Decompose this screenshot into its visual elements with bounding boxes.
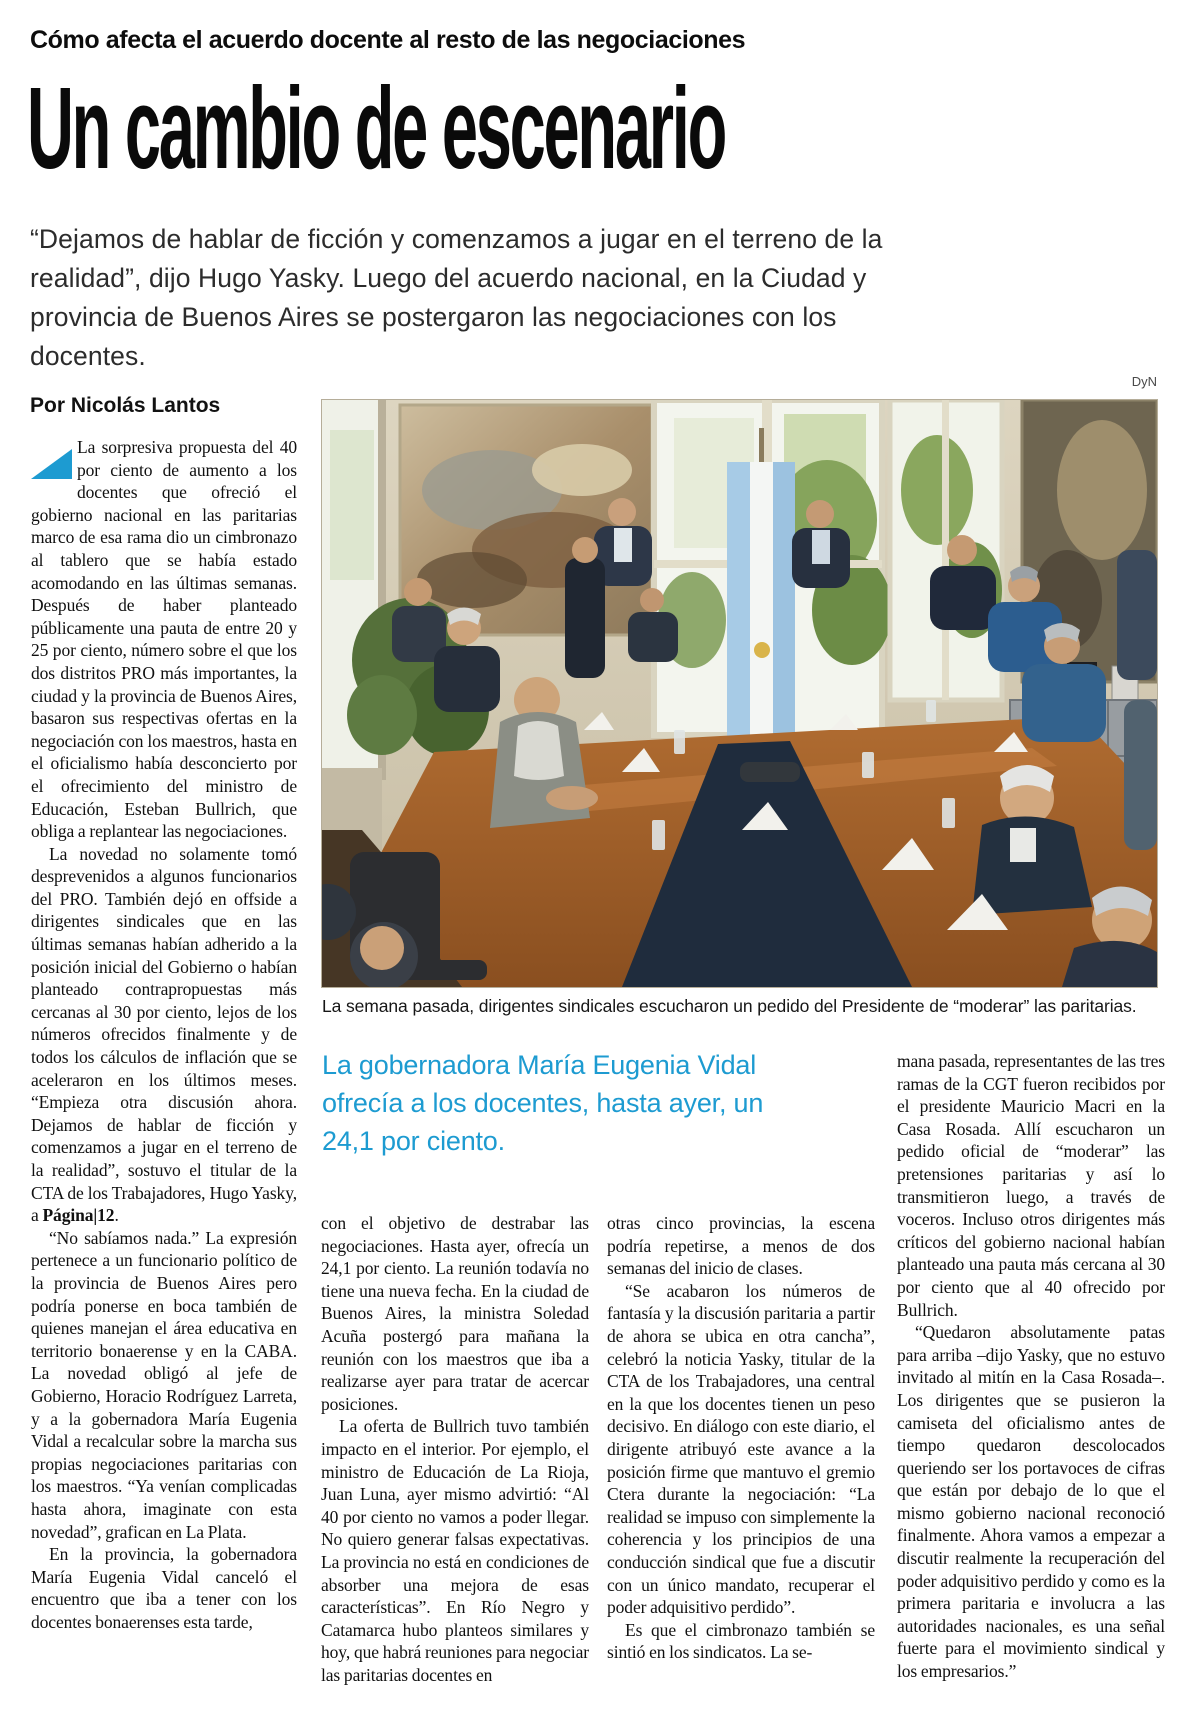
paragraph: otras cinco provincias, la escena podría repetirse, a menos de dos semanas del inicio de clases. [607,1213,875,1279]
paragraph-text: La sorpresiva propuesta del 40 por ciento de aumento a los docentes que ofreció el gobierno nacional en las paritarias marco de esa rama dio un cimbronazo al tablero que se había estado acomodando en las últimas semanas. Después de haber planteado públicamente una pauta de entre 20 y 25 por ciento, número sobre el que los dos distritos PRO más importantes, la ciudad y la provincia de Buenos Aires, basaron sus respectivas ofertas en la negociación con los maestros, hasta en el oficialismo había desconcierto por el ofrecimiento del ministro de Educación, Esteban Bullrich, que obliga a replantear las negociaciones. [31,437,297,842]
article-column-4 [897,1050,1165,1683]
byline: Por Nicolás Lantos [30,394,221,417]
meeting-photo [322,400,1157,987]
publication-name: Página|12 [42,1205,115,1226]
paragraph: mana pasada, representantes de las tres ramas de la CGT fueron recibidos por el presidente Mauricio Macri en la Casa Rosada. Allí escucharon un pedido oficial de “moderar” las pretensiones paritarias y así lo transmitieron luego, a través de voceros. Incluso otros dirigentes más críticos del gobierno nacional habían planteado una pauta más cercana al 30 por ciento que al 40 ofrecido por Bullrich. [897,1051,1165,1320]
photo-chair [1117,550,1157,680]
deck-subheadline: “Dejamos de hablar de ficción y comenzamos a jugar en el terreno de la realidad”, dijo Hugo Yasky. Luego del acuerdo nacional, en la Ciudad y provincia de Buenos Aires se postergaron las negociaciones con los docentes. [30,224,883,371]
paragraph: “Quedaron absolutamente patas para arriba –dijo Yasky, que no estuvo invitado al mitín en la Casa Rosada–. Los dirigentes que se pusieron la camiseta del oficialismo antes de tiempo quedaron descolocados queriendo ser los portavoces de cifras que están por debajo de lo que el mismo gobierno nacional reconoció finalmente. Ahora vamos a empezar a discutir realmente la recuperación del poder adquisitivo perdido y como es la primera paritaria e involucra a las autoridades nacionales, es una señal fuerte para el movimiento sindical y los empresarios.” [897,1322,1165,1682]
photo-window-right [890,400,1002,700]
paragraph: La oferta de Bullrich tuvo también impacto en el interior. Por ejemplo, el ministro de Educación de La Rioja, Juan Luna, ayer mismo advirtió: “Al 40 por ciento no vamos a poder llegar. No quiero generar falsas expectativas. La provincia no está en condiciones de absorber una mejora de esas características”. En Río Negro y Catamarca hubo planteos similares y hoy, que habrá reuniones para negociar las paritarias docentes en [321,1416,589,1685]
pull-quote: La gobernadora María Eugenia Vidal ofrecía a los docentes, hasta ayer, un 24,1 por ciento. [322,1050,764,1156]
paragraph: “No sabíamos nada.” La expresión pertenece a un funcionario político de la provincia de Buenos Aires pero podría ponerse en boca también de quienes manejan el área educativa en territorio bonaerense y en la CABA. La novedad obligó al jefe de Gobierno, Horacio Rodríguez Larreta, y a la gobernadora María Eugenia Vidal a recalcular sobre la marcha sus propias negociaciones paritarias con los maestros. “Ya venían complicadas hasta ahora, imaginate con esta novedad”, grafican en La Plata. [31,1227,297,1542]
paragraph: En la provincia, la gobernadora María Eugenia Vidal canceló el encuentro que iba a tener con los docentes bonaerenses esta tarde, [31,1544,297,1632]
paragraph [31,436,297,843]
article-column-3 [607,1212,875,1664]
paragraph: con el objetivo de destrabar las negociaciones. Hasta ayer, ofrecía un 24,1 por ciento. La reunión todavía no tiene una nueva fecha. En la ciudad de Buenos Aires, la ministra Soledad Acuña postergó para mañana la reunión con los maestros que iba a realizarse ayer para tratar de acercar posiciones. [321,1213,589,1414]
photo-caption: La semana pasada, dirigentes sindicales escucharon un pedido del Presidente de “moderar” las paritarias. [322,996,1137,1016]
main-headline: Un cambio de escenario [27,63,726,193]
paragraph: Es que el cimbronazo también se sintió en los sindicatos. La se- [607,1619,875,1663]
paragraph-text: . [114,1205,119,1226]
kicker: Cómo afecta el acuerdo docente al resto de las negociaciones [30,26,746,54]
article-column-2 [321,1212,589,1686]
paragraph [31,843,297,1227]
photo-person [350,922,418,987]
article-column-1 [31,436,297,1633]
drop-cap-triangle-icon [31,436,77,482]
photo-chair [1124,700,1157,850]
photo-folder [740,762,800,782]
photo-scene [322,400,1157,987]
paragraph: “Se acabaron los números de fantasía y la discusión paritaria a partir de ahora se ubica en otra cancha”, celebró la noticia Yasky, titular de la CTA de los Trabajadores, una central en la que los docentes tienen un peso decisivo. En diálogo con este diario, el dirigente atribuyó este avance a la posición firme que mantuvo el gremio Ctera durante la negociación: “La realidad se impuso con simplemente la coherencia y los principios de una conducción sindical que fue a discutir con un único mandato, recuperar el poder adquisitivo perdido”. [607,1280,875,1618]
paragraph-text: La novedad no solamente tomó desprevenidos a algunos funcionarios del PRO. También dejó en offside a dirigentes sindicales que en las últimas semanas habían adherido a la posición inicial del Gobierno o habían planteado contrapropuestas más cercanas al 30 por ciento, lejos de los números ofrecidos finalmente y de todos los cálculos de inflación que se aceleraron en los últimos meses. “Empieza otra discusión ahora. Dejamos de hablar de ficción y comenzamos a jugar en el terreno de la realidad”, sostuvo el titular de la CTA de los Trabajadores, Hugo Yasky, a [31,843,297,1226]
photo-credit: DyN [1131,374,1157,389]
